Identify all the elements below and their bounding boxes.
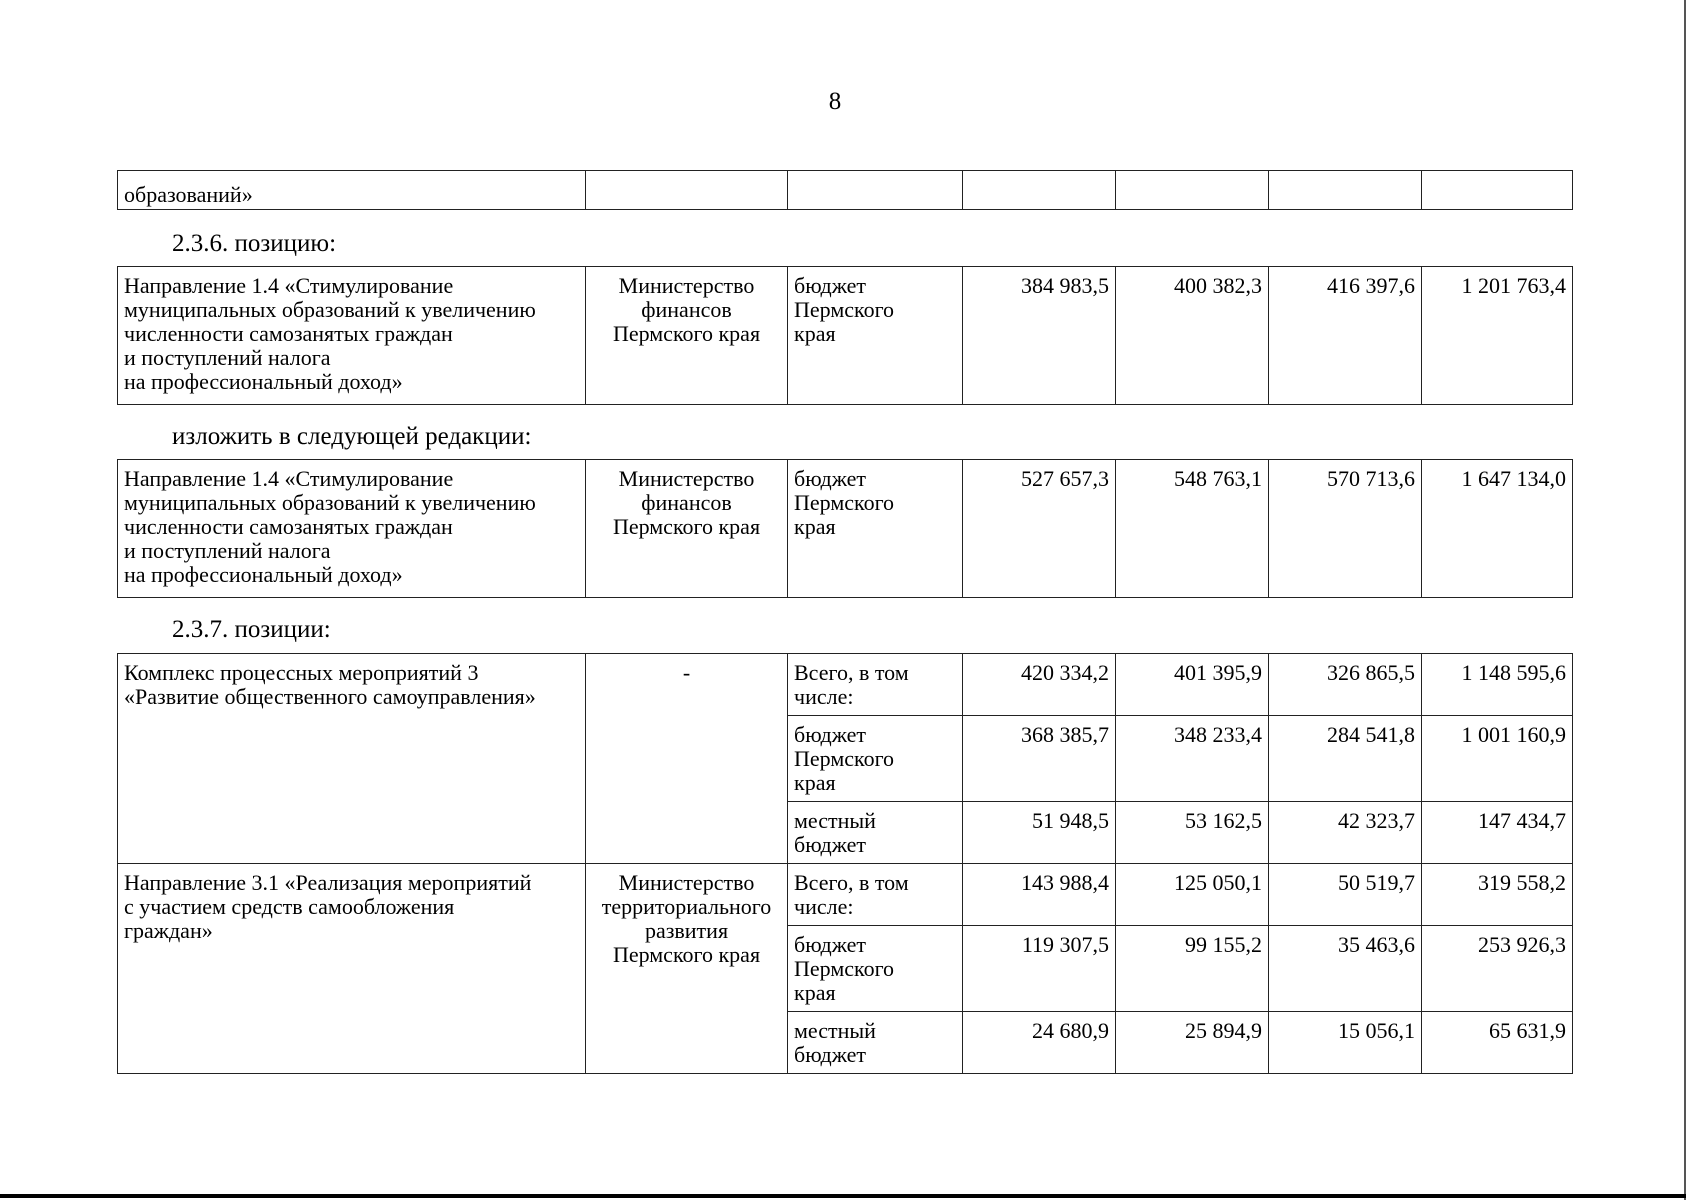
table-row (118, 460, 1573, 598)
total-cell: 1 201 763,4 (1422, 267, 1573, 405)
empty-cell (586, 171, 788, 210)
value-cell: 143 988,4 (963, 864, 1116, 926)
total-cell: 1 001 160,9 (1422, 716, 1573, 802)
value-cell: 368 385,7 (963, 716, 1116, 802)
value-cell: 119 307,5 (963, 926, 1116, 1012)
value-cell: 24 680,9 (963, 1012, 1116, 1074)
total-cell: 253 926,3 (1422, 926, 1573, 1012)
value-cell: 42 323,7 (1269, 802, 1422, 864)
table-row (118, 864, 1573, 926)
value-cell: 416 397,6 (1269, 267, 1422, 405)
value-cell: 326 865,5 (1269, 654, 1422, 716)
section-heading-236: 2.3.6. позицию: (172, 230, 337, 257)
empty-cell (963, 171, 1116, 210)
funding-source-cell: бюджет Пермского края (788, 716, 963, 802)
direction-label: Направление 1.4 «Стимулирование муниципальных образований к увеличению численности самозанятых граждан и поступлений налога на профессиональный доход» (118, 267, 586, 405)
value-cell: 51 948,5 (963, 802, 1116, 864)
table-row (118, 267, 1573, 405)
table-row (118, 654, 1573, 716)
value-cell: 125 050,1 (1116, 864, 1269, 926)
positions-237-table (117, 653, 1573, 1074)
value-cell: 35 463,6 (1269, 926, 1422, 1012)
value-cell: 401 395,9 (1116, 654, 1269, 716)
value-cell: 548 763,1 (1116, 460, 1269, 598)
funding-source-cell: Всего, в том числе: (788, 654, 963, 716)
responsible-cell: Министерство финансов Пермского края (586, 460, 788, 598)
row-label: образований» (118, 171, 586, 210)
value-cell: 99 155,2 (1116, 926, 1269, 1012)
value-cell: 25 894,9 (1116, 1012, 1269, 1074)
responsible-cell: Министерство финансов Пермского края (586, 267, 788, 405)
responsible-cell: - (586, 654, 788, 864)
total-cell: 319 558,2 (1422, 864, 1573, 926)
continuation-table (117, 170, 1573, 210)
new-position-table (117, 459, 1573, 598)
funding-source-cell: Всего, в том числе: (788, 864, 963, 926)
empty-cell (1422, 171, 1573, 210)
total-cell: 1 148 595,6 (1422, 654, 1573, 716)
value-cell: 570 713,6 (1269, 460, 1422, 598)
direction-label: Направление 3.1 «Реализация мероприятий с участием средств самообложения граждан» (118, 864, 586, 1074)
value-cell: 15 056,1 (1269, 1012, 1422, 1074)
value-cell: 420 334,2 (963, 654, 1116, 716)
value-cell: 284 541,8 (1269, 716, 1422, 802)
total-cell: 1 647 134,0 (1422, 460, 1573, 598)
direction-label: Направление 1.4 «Стимулирование муниципальных образований к увеличению численности самозанятых граждан и поступлений налога на профессиональный доход» (118, 460, 586, 598)
total-cell: 147 434,7 (1422, 802, 1573, 864)
value-cell: 527 657,3 (963, 460, 1116, 598)
edit-instruction-heading: изложить в следующей редакции: (172, 423, 532, 450)
funding-source-cell: бюджет Пермского края (788, 926, 963, 1012)
scan-bottom-border (0, 1194, 1686, 1198)
empty-cell (1116, 171, 1269, 210)
responsible-cell: Министерство территориального развития Пермского края (586, 864, 788, 1074)
funding-source-cell: местный бюджет (788, 802, 963, 864)
empty-cell (788, 171, 963, 210)
total-cell: 65 631,9 (1422, 1012, 1573, 1074)
empty-cell (1269, 171, 1422, 210)
value-cell: 50 519,7 (1269, 864, 1422, 926)
complex-label: Комплекс процессных мероприятий 3 «Развитие общественного самоуправления» (118, 654, 586, 864)
value-cell: 400 382,3 (1116, 267, 1269, 405)
value-cell: 53 162,5 (1116, 802, 1269, 864)
table-row (118, 171, 1573, 210)
value-cell: 348 233,4 (1116, 716, 1269, 802)
old-position-table (117, 266, 1573, 405)
funding-source-cell: местный бюджет (788, 1012, 963, 1074)
funding-source-cell: бюджет Пермского края (788, 460, 963, 598)
value-cell: 384 983,5 (963, 267, 1116, 405)
section-heading-237: 2.3.7. позиции: (172, 616, 331, 643)
funding-source-cell: бюджет Пермского края (788, 267, 963, 405)
page-number: 8 (828, 88, 842, 115)
